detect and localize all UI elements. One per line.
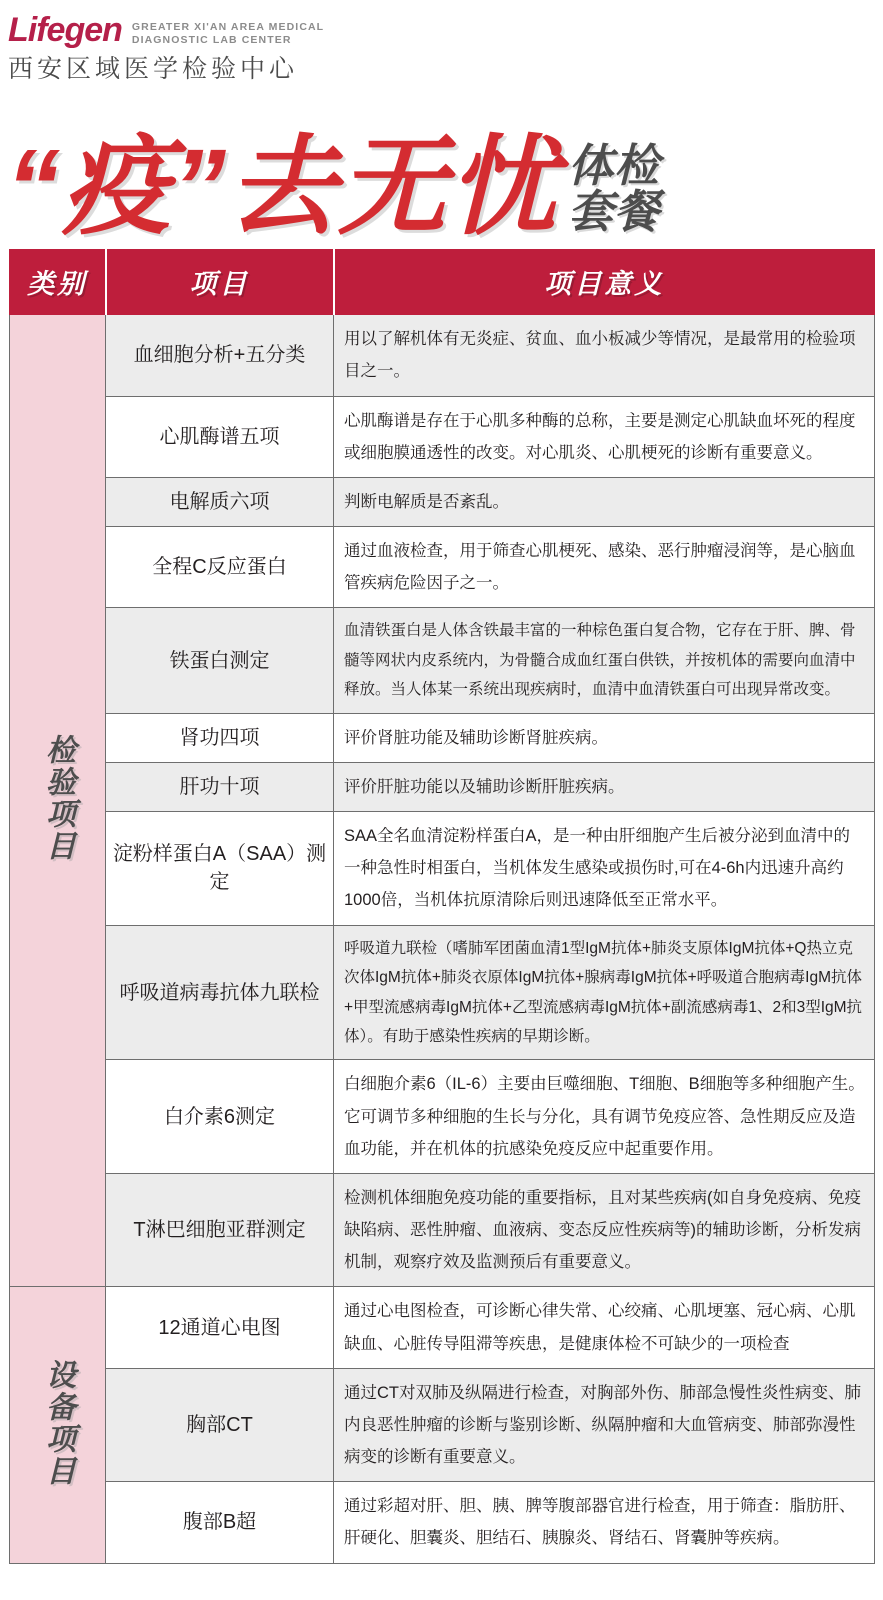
item-meaning-cell: 白细胞介素6（IL-6）主要由巨噬细胞、T细胞、B细胞等多种细胞产生。它可调节多种细胞的生长与分化，具有调节免疫应答、急性期反应及造血功能，并在机体的抗感染免疫反应中起重要作用。 <box>334 1060 875 1174</box>
table-row <box>10 762 875 811</box>
brand-english-name <box>132 14 324 47</box>
table-row <box>10 925 875 1060</box>
table-row <box>10 1482 875 1563</box>
item-name-cell: 12通道心电图 <box>106 1287 334 1368</box>
item-meaning-cell: 呼吸道九联检（嗜肺军团菌血清1型IgM抗体+肺炎支原体IgM抗体+Q热立克次体IgM抗体+肺炎衣原体IgM抗体+腺病毒IgM抗体+呼吸道合胞病毒IgM抗体+甲型流感病毒IgM抗体+乙型流感病毒IgM抗体+副流感病毒1、2和3型IgM抗体）。有助于感染性疾病的早期诊断。 <box>334 925 875 1060</box>
table-row <box>10 1368 875 1482</box>
brand-english-line2: DIAGNOSTIC LAB CENTER <box>131 34 292 47</box>
table-row <box>10 1060 875 1174</box>
item-name-cell: 胸部CT <box>106 1368 334 1482</box>
table-row <box>10 315 875 396</box>
item-meaning-cell: 通过血液检查，用于筛查心肌梗死、感染、恶行肿瘤浸润等，是心脑血管疾病危险因子之一。 <box>334 527 875 608</box>
column-header-category: 类别 <box>10 250 106 315</box>
table-row <box>10 527 875 608</box>
item-name-cell: 腹部B超 <box>106 1482 334 1563</box>
category-label: 检验项目 <box>41 734 74 863</box>
item-name-cell: 肾功四项 <box>106 713 334 762</box>
item-name-cell: 肝功十项 <box>106 762 334 811</box>
table-row <box>10 812 875 926</box>
item-name-cell: T淋巴细胞亚群测定 <box>106 1173 334 1287</box>
item-name-cell: 全程C反应蛋白 <box>106 527 334 608</box>
item-name-cell: 电解质六项 <box>106 477 334 526</box>
hero-subtitle-line2: 套餐 <box>568 186 661 238</box>
item-name-cell: 铁蛋白测定 <box>106 608 334 713</box>
table-row <box>10 713 875 762</box>
brand-row <box>8 11 883 49</box>
brand-header <box>0 0 883 85</box>
column-header-meaning: 项目意义 <box>334 250 875 315</box>
item-name-cell: 呼吸道病毒抗体九联检 <box>106 925 334 1060</box>
item-meaning-cell: 评价肝脏功能以及辅助诊断肝脏疾病。 <box>334 762 875 811</box>
hero-subtitle-line1: 体检 <box>568 140 661 192</box>
brand-chinese-name: 西安区域医学检验中心 <box>8 55 299 84</box>
item-meaning-cell: 判断电解质是否紊乱。 <box>334 477 875 526</box>
table-row <box>10 396 875 477</box>
item-meaning-cell: 检测机体细胞免疫功能的重要指标，且对某些疾病(如自身免疫病、免疫缺陷病、恶性肿瘤、血液病、变态反应性疾病等)的辅助诊断，分析发病机制，观察疗效及监测预后有重要意义。 <box>334 1173 875 1287</box>
category-cell-2 <box>10 1287 106 1563</box>
item-meaning-cell: 用以了解机体有无炎症、贫血、血小板减少等情况，是最常用的检验项目之一。 <box>334 315 875 396</box>
item-meaning-cell: 通过彩超对肝、胆、胰、脾等腹部器官进行检查，用于筛查：脂肪肝、肝硬化、胆囊炎、胆结石、胰腺炎、肾结石、肾囊肿等疾病。 <box>334 1482 875 1563</box>
lifegen-wordmark: Lifegen <box>8 11 122 49</box>
hero-main-title: “疫”去无忧 <box>6 126 559 248</box>
item-meaning-cell: 通过心电图检查，可诊断心律失常、心绞痛、心肌埂塞、冠心病、心肌缺血、心脏传导阻滞等疾患，是健康体检不可缺少的一项检查 <box>334 1287 875 1368</box>
column-header-item: 项目 <box>106 250 334 315</box>
table-body <box>10 315 875 1563</box>
table-row <box>10 608 875 713</box>
category-cell-1 <box>10 315 106 1287</box>
item-name-cell: 淀粉样蛋白A（SAA）测定 <box>106 812 334 926</box>
table-row <box>10 1173 875 1287</box>
item-name-cell: 心肌酶谱五项 <box>106 396 334 477</box>
item-meaning-cell: 心肌酶谱是存在于心肌多种酶的总称，主要是测定心肌缺血坏死的程度或细胞膜通透性的改变。对心肌炎、心肌梗死的诊断有重要意义。 <box>334 396 875 477</box>
table-row <box>10 1287 875 1368</box>
hero-subtitle <box>568 140 700 238</box>
category-label: 设备项目 <box>41 1358 74 1487</box>
item-meaning-cell: SAA全名血清淀粉样蛋白A，是一种由肝细胞产生后被分泌到血清中的一种急性时相蛋白，当机体发生感染或损伤时,可在4-6h内迅速升高约1000倍，当机体抗原清除后则迅速降低至正常水平。 <box>334 812 875 926</box>
item-name-cell: 血细胞分析+五分类 <box>106 315 334 396</box>
item-meaning-cell: 评价肾脏功能及辅助诊断肾脏疾病。 <box>334 713 875 762</box>
item-meaning-cell: 血清铁蛋白是人体含铁最丰富的一种棕色蛋白复合物，它存在于肝、脾、骨髓等网状内皮系统内，为骨髓合成血红蛋白供铁，并按机体的需要向血清中释放。当人体某一系统出现疾病时，血清中血清铁蛋白可出现异常改变。 <box>334 608 875 713</box>
item-name-cell: 白介素6测定 <box>106 1060 334 1174</box>
brand-english-line1: GREATER XI'AN AREA MEDICAL <box>131 21 325 33</box>
table-header-row <box>10 250 875 315</box>
package-table <box>9 249 875 1563</box>
hero-title <box>0 101 883 248</box>
table-row <box>10 477 875 526</box>
item-meaning-cell: 通过CT对双肺及纵隔进行检查，对胸部外伤、肺部急慢性炎性病变、肺内良恶性肿瘤的诊断与鉴别诊断、纵隔肿瘤和大血管病变、肺部弥漫性病变的诊断有重要意义。 <box>334 1368 875 1482</box>
table-head <box>10 250 875 315</box>
